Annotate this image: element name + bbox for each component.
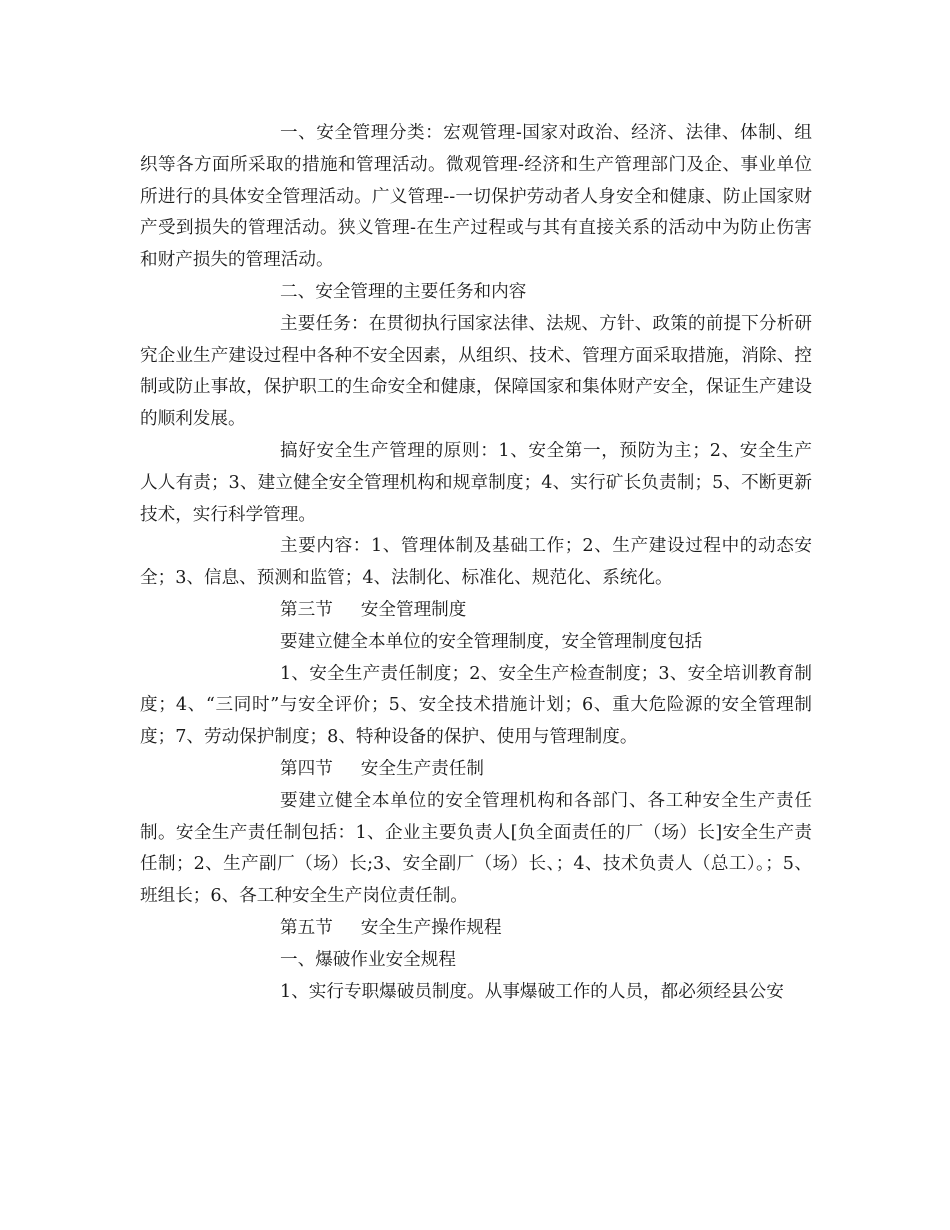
paragraph-tasks-heading: 二、安全管理的主要任务和内容 xyxy=(280,281,527,302)
paragraph-blasting-rule-1: 1、实行专职爆破员制度。从事爆破工作的人员，都必须经县公安 xyxy=(280,981,784,1002)
paragraph-responsibility: 要建立健全本单位的安全管理机构和各部门、各工种安全生产责任制。安全生产责任制包括：1、企业主要负责人[负全面责任的厂（场）长]安全生产责任制；2、生产副厂（场）长;3、安全副厂（场）长、；4、技术负责人（总工）。；5、班组长；6、各工种安全生产岗位责任制。 xyxy=(140,790,812,907)
section-title: 安全生产操作规程 xyxy=(360,917,502,938)
section-heading-3 xyxy=(140,595,812,627)
section-number: 第三节 xyxy=(280,599,333,620)
document-body xyxy=(140,118,812,1008)
paragraph-blasting-heading: 一、爆破作业安全规程 xyxy=(280,949,456,970)
section-number: 第四节 xyxy=(280,758,333,779)
paragraph-safety-classification: 一、安全管理分类：宏观管理-国家对政治、经济、法律、体制、组织等各方面所采取的措施和管理活动。微观管理-经济和生产管理部门及企、事业单位所进行的具体安全管理活动。广义管理--一切保护劳动者人身安全和健康、防止国家财产受到损失的管理活动。狭义管理-在生产过程或与其有直接关系的活动中为防止伤害和财产损失的管理活动。 xyxy=(140,123,812,271)
paragraph-main-content: 主要内容：1、管理体制及基础工作；2、生产建设过程中的动态安全；3、信息、预测和监管；4、法制化、标准化、规范化、系统化。 xyxy=(140,536,812,589)
section-title: 安全管理制度 xyxy=(360,599,467,620)
section-heading-4 xyxy=(140,754,812,786)
section-title: 安全生产责任制 xyxy=(360,758,484,779)
section-heading-5 xyxy=(140,913,812,945)
paragraph-principles: 搞好安全生产管理的原则：1、安全第一，预防为主；2、安全生产人人有责；3、建立健全安全管理机构和规章制度；4、实行矿长负责制；5、不断更新技术，实行科学管理。 xyxy=(140,440,812,525)
paragraph-system-intro: 要建立健全本单位的安全管理制度，安全管理制度包括 xyxy=(280,631,703,652)
section-number: 第五节 xyxy=(280,917,333,938)
paragraph-main-tasks: 主要任务：在贯彻执行国家法律、法规、方针、政策的前提下分析研究企业生产建设过程中各种不安全因素，从组织、技术、管理方面采取措施，消除、控制或防止事故，保护职工的生命安全和健康，保障国家和集体财产安全，保证生产建设的顺利发展。 xyxy=(140,313,812,430)
paragraph-system-list: 1、安全生产责任制度；2、安全生产检查制度；3、安全培训教育制度；4、“三同时”与安全评价；5、安全技术措施计划；6、重大危险源的安全管理制度；7、劳动保护制度；8、特种设备的保护、使用与管理制度。 xyxy=(140,663,812,748)
